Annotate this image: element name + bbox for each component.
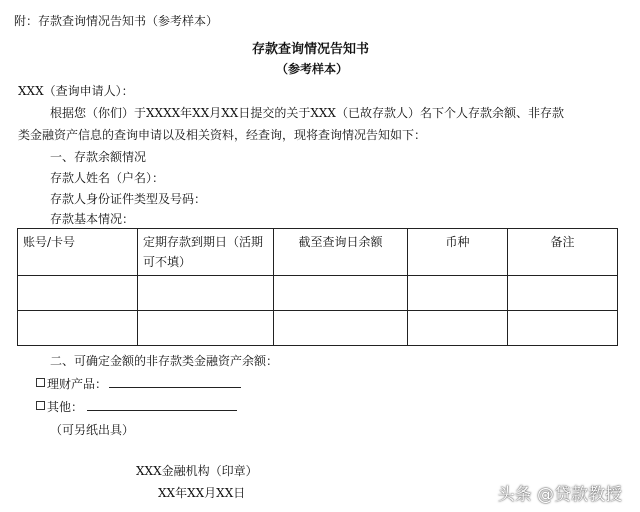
table-cell bbox=[18, 276, 138, 311]
table-cell bbox=[138, 311, 274, 346]
table-row bbox=[18, 311, 618, 346]
issue-date: XX年XX月XX日 bbox=[158, 486, 246, 500]
column-header-currency: 币种 bbox=[408, 229, 508, 276]
table-header-row bbox=[18, 229, 618, 276]
document-title: 存款查询情况告知书 bbox=[252, 42, 370, 57]
document-subtitle: （参考样本） bbox=[276, 62, 349, 76]
table-cell bbox=[18, 311, 138, 346]
id-type-label: 存款人身份证件类型及号码： bbox=[50, 192, 207, 206]
attach-note: （可另纸出具） bbox=[50, 423, 135, 437]
section-1-title: 一、存款余额情况 bbox=[50, 150, 147, 164]
body-paragraph-line-1: 根据您（你们）于XXXX年XX月XX日提交的关于XXX（已故存款人）名下个人存款余额、非存款 bbox=[50, 106, 564, 120]
table-cell bbox=[138, 276, 274, 311]
column-header-account: 账号/卡号 bbox=[18, 229, 138, 276]
other-line bbox=[36, 398, 237, 415]
wealth-product-line bbox=[36, 375, 241, 392]
wealth-product-label: 理财产品： bbox=[47, 377, 108, 391]
institution-seal: XXX金融机构（印章） bbox=[136, 464, 258, 478]
table-cell bbox=[274, 311, 408, 346]
column-header-balance: 截至查询日余额 bbox=[274, 229, 408, 276]
wealth-product-blank bbox=[109, 375, 241, 388]
basic-info-label: 存款基本情况： bbox=[50, 212, 135, 226]
deposit-table bbox=[17, 228, 618, 346]
checkbox-icon bbox=[36, 401, 45, 410]
section-2-title: 二、可确定金额的非存款类金融资产余额： bbox=[50, 354, 279, 368]
body-paragraph-line-2: 类金融资产信息的查询申请以及相关资料，经查询，现将查询情况告知如下： bbox=[18, 128, 427, 142]
addressee: XXX（查询申请人）： bbox=[18, 84, 134, 98]
column-header-maturity: 定期存款到期日（活期可不填） bbox=[138, 229, 274, 276]
table-cell bbox=[274, 276, 408, 311]
table-cell bbox=[508, 276, 618, 311]
table-cell bbox=[408, 311, 508, 346]
checkbox-icon bbox=[36, 378, 45, 387]
table-cell bbox=[408, 276, 508, 311]
column-header-remarks: 备注 bbox=[508, 229, 618, 276]
header-line: 附：存款查询情况告知书（参考样本） bbox=[14, 14, 219, 28]
watermark: 头条 @贷款教授 bbox=[497, 485, 622, 505]
depositor-name-label: 存款人姓名（户名）： bbox=[50, 171, 165, 185]
table-row bbox=[18, 276, 618, 311]
table-cell bbox=[508, 311, 618, 346]
other-label: 其他： bbox=[47, 400, 84, 414]
other-blank bbox=[87, 398, 237, 411]
